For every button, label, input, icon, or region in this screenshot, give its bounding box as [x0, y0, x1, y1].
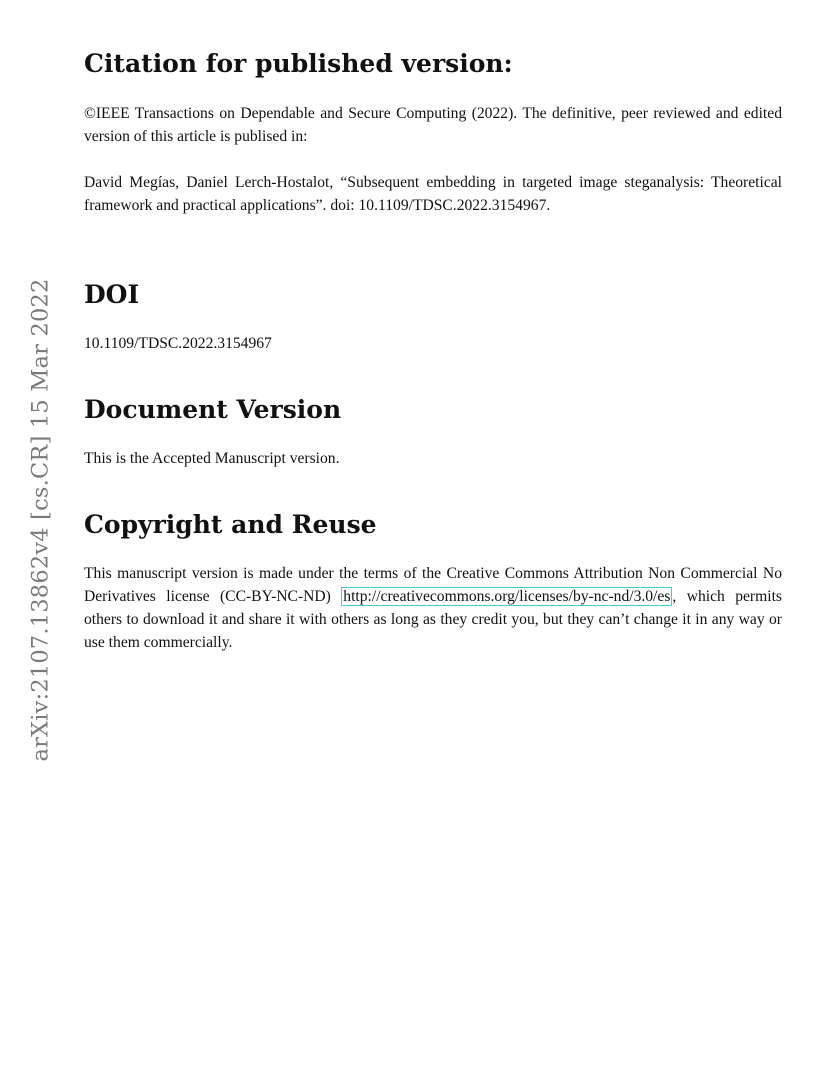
arxiv-identifier-stamp	[22, 280, 58, 760]
citation-reference: David Megías, Daniel Lerch-Hostalot, “Subsequent embedding in targeted image steganalysis: Theoretical framework and practical applications”. doi: 10.1109/TDSC.2022.3154967.	[84, 174, 782, 214]
doi-heading: DOI	[84, 280, 140, 309]
citation-intro: ©IEEE Transactions on Dependable and Secure Computing (2022). The definitive, peer reviewed and edited version of this article is publised in:	[84, 105, 782, 145]
citation-heading: Citation for published version:	[84, 49, 513, 78]
copyright-text	[84, 562, 782, 654]
license-link[interactable]: http://creativecommons.org/licenses/by-nc-nd/3.0/es	[343, 588, 671, 605]
copyright-text-before-link: This manuscript version is made under the terms of the Creative Commons Attribution Non Commercial No Derivatives license (CC-BY-NC-ND)	[84, 565, 782, 605]
document-version-heading: Document Version	[84, 395, 342, 424]
arxiv-identifier-text: arXiv:2107.13862v4 [cs.CR] 15 Mar 2022	[27, 278, 54, 762]
copyright-heading: Copyright and Reuse	[84, 510, 377, 539]
doi-value: 10.1109/TDSC.2022.3154967	[84, 335, 272, 352]
document-version-text: This is the Accepted Manuscript version.	[84, 450, 340, 467]
copyright-text-after-link: , which permits others to download it and share it with others as long as they credit you, but they can’t change it in any way or use them commercially.	[84, 588, 782, 651]
